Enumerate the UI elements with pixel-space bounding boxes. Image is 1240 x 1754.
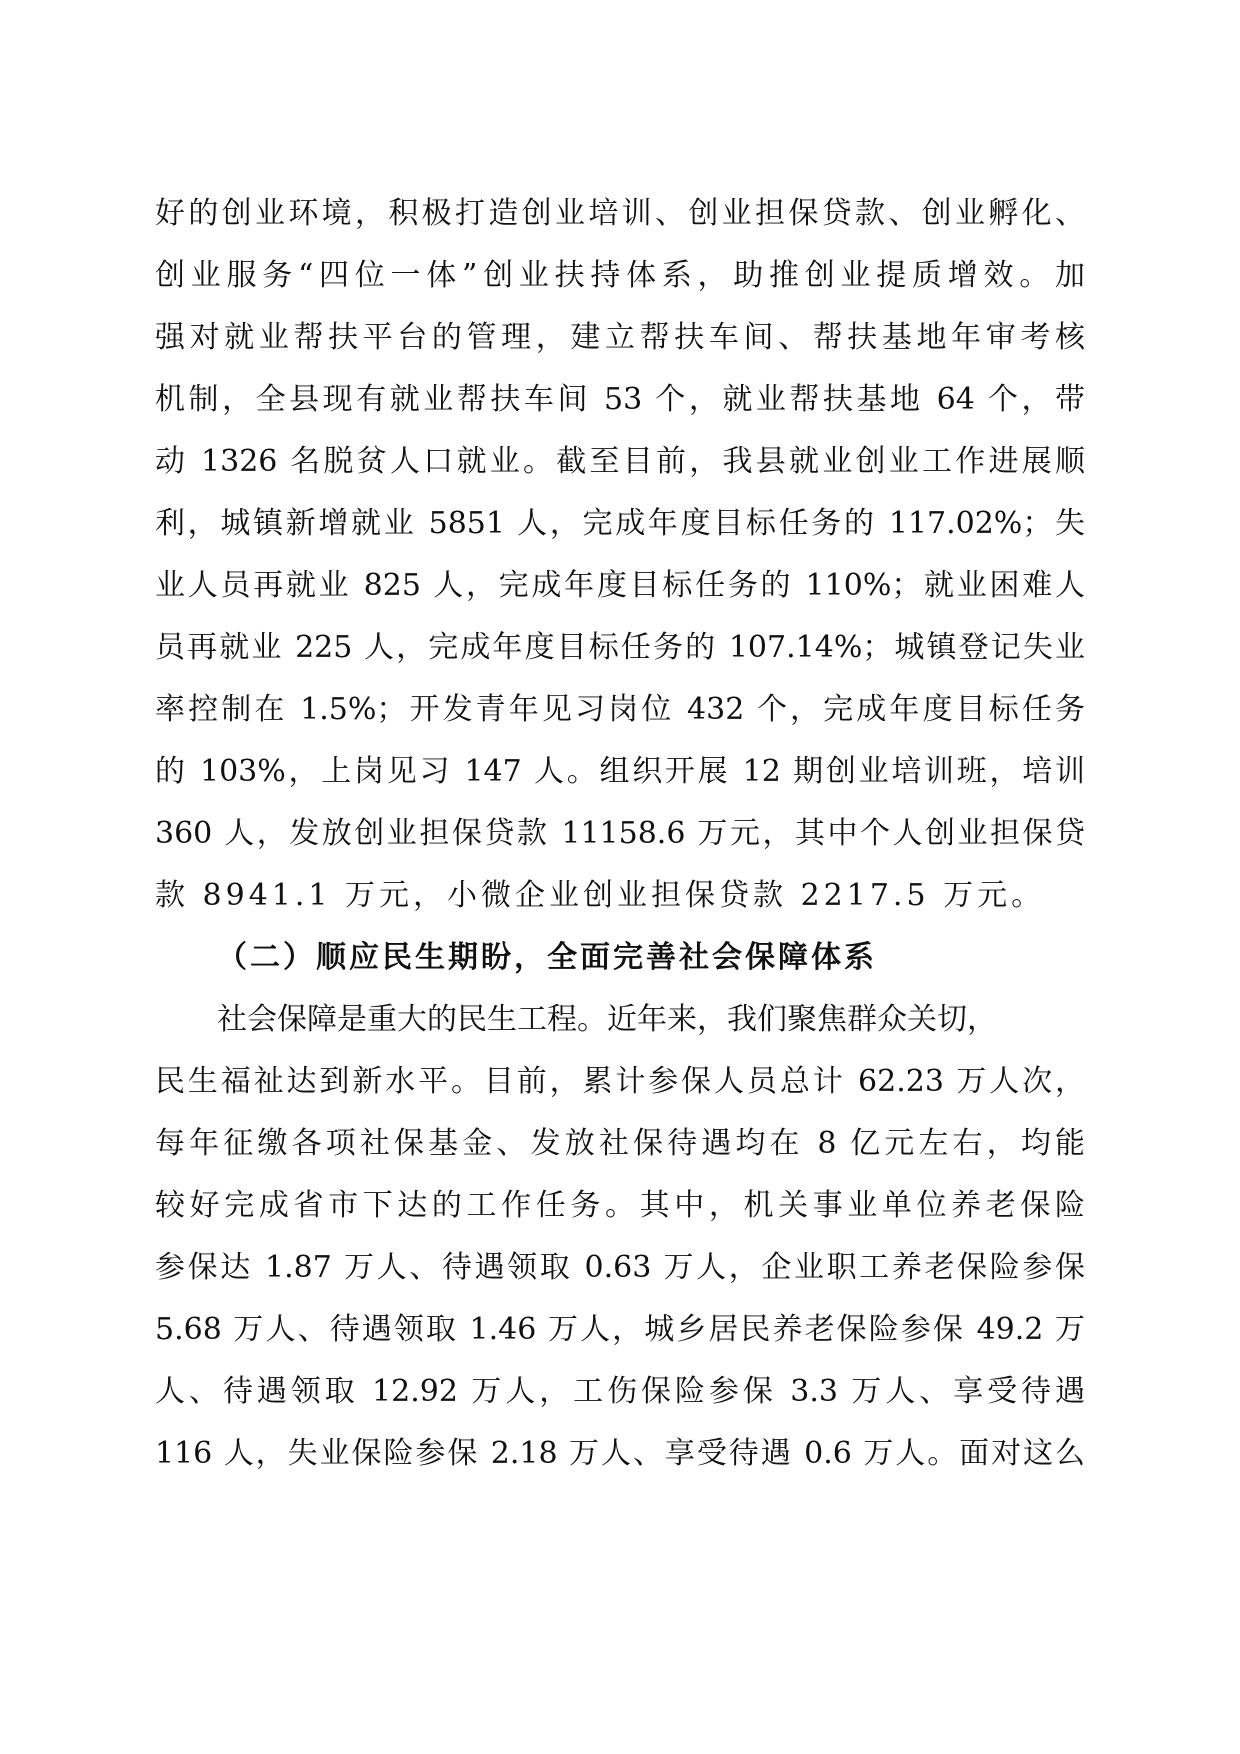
paragraph-line: 利，城镇新增就业 5851 人，完成年度目标任务的 117.02%；失	[155, 506, 1085, 541]
paragraph-line: 员再就业 225 人，完成年度目标任务的 107.14%；城镇登记失业	[155, 630, 1085, 665]
paragraph-line: 强对就业帮扶平台的管理，建立帮扶车间、帮扶基地年审考核	[155, 320, 1085, 355]
paragraph-line: 人、待遇领取 12.92 万人，工伤保险参保 3.3 万人、享受待遇	[155, 1374, 1085, 1409]
paragraph-line: 机制，全县现有就业帮扶车间 53 个，就业帮扶基地 64 个，带	[155, 382, 1085, 417]
paragraph-line: 的 103%，上岗见习 147 人。组织开展 12 期创业培训班，培训	[155, 754, 1085, 789]
paragraph-line: 360 人，发放创业担保贷款 11158.6 万元，其中个人创业担保贷	[155, 816, 1085, 851]
paragraph-line: 116 人，失业保险参保 2.18 万人、享受待遇 0.6 万人。面对这么	[155, 1436, 1085, 1471]
paragraph-line-last: 款 8941.1 万元，小微企业创业担保贷款 2217.5 万元。	[155, 878, 1046, 913]
section-heading: （二）顺应民生期盼，全面完善社会保障体系	[217, 940, 877, 975]
paragraph-line: 好的创业环境，积极打造创业培训、创业担保贷款、创业孵化、	[155, 196, 1085, 231]
paragraph-line: 民生福祉达到新水平。目前，累计参保人员总计 62.23 万人次，	[155, 1064, 1085, 1099]
paragraph-line: 业人员再就业 825 人，完成年度目标任务的 110%；就业困难人	[155, 568, 1085, 603]
paragraph-line-first: 社会保障是重大的民生工程。近年来，我们聚焦群众关切，	[217, 1002, 997, 1037]
paragraph-line: 每年征缴各项社保基金、发放社保待遇均在 8 亿元左右，均能	[155, 1126, 1085, 1161]
paragraph-line: 率控制在 1.5%；开发青年见习岗位 432 个，完成年度目标任务	[155, 692, 1085, 727]
paragraph-line: 动 1326 名脱贫人口就业。截至目前，我县就业创业工作进展顺	[155, 444, 1085, 479]
paragraph-line: 创业服务“四位一体”创业扶持体系，助推创业提质增效。加	[155, 258, 1085, 293]
paragraph-line: 较好完成省市下达的工作任务。其中，机关事业单位养老保险	[155, 1188, 1085, 1223]
paragraph-line: 参保达 1.87 万人、待遇领取 0.63 万人，企业职工养老保险参保	[155, 1250, 1085, 1285]
paragraph-line: 5.68 万人、待遇领取 1.46 万人，城乡居民养老保险参保 49.2 万	[155, 1312, 1085, 1347]
